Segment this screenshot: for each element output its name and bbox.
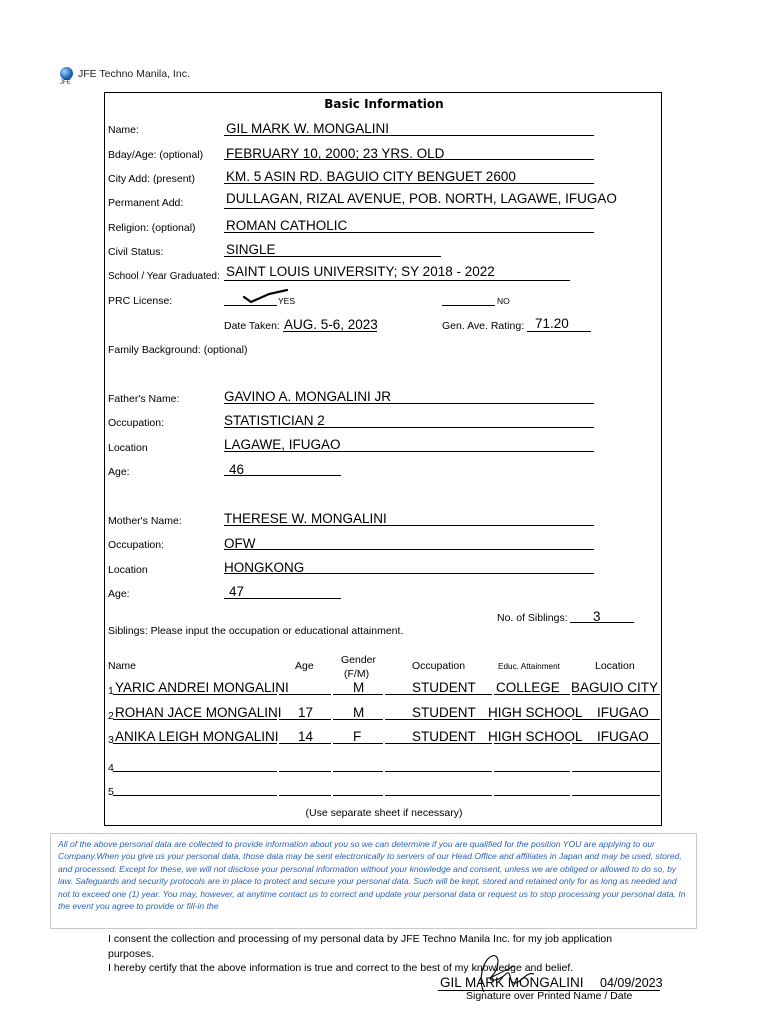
siblings-header-location: Location xyxy=(595,660,635,672)
father-age-value[interactable]: 46 xyxy=(229,462,245,477)
permanent-address-value[interactable]: DULLAGAN, RIZAL AVENUE, POB. NORTH, LAGAWE, IFUGAO xyxy=(226,191,617,206)
siblings-count-label: No. of Siblings: xyxy=(497,612,568,624)
mother-age-label: Age: xyxy=(108,588,130,600)
sibling-row-number: 3 xyxy=(108,734,114,746)
bday-value[interactable]: FEBRUARY 10, 2000; 23 YRS. OLD xyxy=(226,146,445,161)
bday-underline xyxy=(224,159,594,160)
sibling-age[interactable]: 17 xyxy=(298,705,314,720)
father-age-underline xyxy=(224,475,341,476)
sibling-gender[interactable]: M xyxy=(353,680,365,695)
sibling-age[interactable]: 14 xyxy=(298,729,314,744)
mother-age-value[interactable]: 47 xyxy=(229,584,245,599)
father-location-label: Location xyxy=(108,442,148,454)
mother-name-underline xyxy=(224,525,594,526)
father-occupation-label: Occupation: xyxy=(108,417,165,429)
father-age-label: Age: xyxy=(108,466,130,478)
city-value[interactable]: KM. 5 ASIN RD. BAGUIO CITY BENGUET 2600 xyxy=(226,169,516,184)
globe-icon xyxy=(60,67,73,80)
sibling-age-underline xyxy=(279,795,331,796)
sibling-educ[interactable]: HIGH SCHOOL xyxy=(488,705,583,720)
mother-occupation-label: Occupation: xyxy=(108,539,165,551)
sibling-educ[interactable]: COLLEGE xyxy=(496,680,560,695)
sibling-gender[interactable]: F xyxy=(353,729,362,744)
sibling-row-number: 5 xyxy=(108,786,114,798)
name-label: Name: xyxy=(108,124,139,136)
civil-status-value[interactable]: SINGLE xyxy=(226,242,276,257)
civil-status-label: Civil Status: xyxy=(108,246,164,258)
date-taken-value[interactable]: AUG. 5-6, 2023 xyxy=(284,317,378,332)
sibling-name-underline xyxy=(113,771,277,772)
civil-status-underline xyxy=(224,256,441,257)
consent-line-1: I consent the collection and processing of my personal data by JFE Techno Manila Inc. for my job application xyxy=(108,933,613,945)
sibling-occupation[interactable]: STUDENT xyxy=(412,729,476,744)
gen-ave-underline xyxy=(527,331,591,332)
father-name-underline xyxy=(224,403,594,404)
city-underline xyxy=(224,183,594,184)
mother-occupation-value[interactable]: OFW xyxy=(224,536,256,551)
prc-yes-label: YES xyxy=(278,296,296,306)
sibling-location-underline xyxy=(572,771,660,772)
signature-caption: Signature over Printed Name / Date xyxy=(466,990,633,1002)
sibling-educ-underline xyxy=(494,771,570,772)
signature-printed-name: GIL MARK MONGALINI xyxy=(440,975,584,990)
sibling-location[interactable]: BAGUIO CITY xyxy=(571,680,659,695)
signature-date: 04/09/2023 xyxy=(600,976,663,990)
father-name-label: Father's Name: xyxy=(108,393,180,405)
siblings-header-educ: Educ. Attainment xyxy=(498,662,560,671)
sibling-name-underline xyxy=(113,795,277,796)
sibling-row-number: 4 xyxy=(108,762,114,774)
father-name-value[interactable]: GAVINO A. MONGALINI JR xyxy=(224,389,392,404)
religion-underline xyxy=(224,232,594,233)
school-label: School / Year Graduated: xyxy=(108,271,220,282)
form-title: Basic Information xyxy=(324,97,444,111)
religion-label: Religion: (optional) xyxy=(108,222,196,234)
sibling-occupation-underline xyxy=(385,795,492,796)
prc-yes-underline xyxy=(224,305,277,306)
sibling-name[interactable]: YARIC ANDREI MONGALINI xyxy=(115,680,289,695)
mother-location-label: Location xyxy=(108,564,148,576)
sibling-gender-underline xyxy=(333,795,383,796)
father-location-value[interactable]: LAGAWE, IFUGAO xyxy=(224,437,341,452)
siblings-header-name: Name xyxy=(108,660,137,672)
father-occupation-underline xyxy=(224,427,594,428)
sibling-educ[interactable]: HIGH SCHOOL xyxy=(488,729,583,744)
consent-line-2: purposes. xyxy=(108,948,155,960)
permanent-address-label: Permanent Add: xyxy=(108,197,184,209)
mother-location-value[interactable]: HONGKONG xyxy=(224,560,305,575)
mother-location-underline xyxy=(224,573,594,574)
sibling-row-number: 1 xyxy=(108,685,114,697)
separate-sheet-note: (Use separate sheet if necessary) xyxy=(305,807,463,819)
sibling-age-underline xyxy=(279,694,331,695)
father-location-underline xyxy=(224,451,594,452)
sibling-location[interactable]: IFUGAO xyxy=(597,729,649,744)
family-background-label: Family Background: (optional) xyxy=(108,344,248,356)
prc-no-underline xyxy=(442,305,495,306)
father-occupation-value[interactable]: STATISTICIAN 2 xyxy=(224,413,325,428)
school-underline xyxy=(224,280,570,281)
school-value[interactable]: SAINT LOUIS UNIVERSITY; SY 2018 - 2022 xyxy=(226,264,495,279)
sibling-location-underline xyxy=(572,795,660,796)
date-taken-label: Date Taken: xyxy=(224,320,280,332)
mother-name-label: Mother's Name: xyxy=(108,515,182,527)
permanent-address-underline xyxy=(224,208,594,209)
siblings-count-underline xyxy=(570,622,634,623)
siblings-count-value[interactable]: 3 xyxy=(593,609,601,624)
date-taken-underline xyxy=(283,331,377,332)
gen-ave-value[interactable]: 71.20 xyxy=(535,316,569,331)
mother-name-value[interactable]: THERESE W. MONGALINI xyxy=(224,511,387,526)
mother-occupation-underline xyxy=(224,549,594,550)
name-underline xyxy=(224,135,594,136)
siblings-instruction: Siblings: Please input the occupation or educational attainment. xyxy=(108,625,404,637)
religion-value[interactable]: ROMAN CATHOLIC xyxy=(226,218,348,233)
consent-line-3: I hereby certify that the above information is true and correct to the best of my knowledge and belief. xyxy=(108,962,574,974)
sibling-gender[interactable]: M xyxy=(353,705,365,720)
sibling-age-underline xyxy=(279,771,331,772)
privacy-notice: All of the above personal data are collected to provide information about you so we can determine if you are qualified for the position YOU are applying to our Company.When you give us your personal data, those data may be sent electronically to servers of our Head Office and affiliates in Japan and may be used, stored, and processed. Except for these, we will not disclose your personal information without your knowledge and consent, unless we are obliged or allowed to do so, by law. Safeguards and security protocols are in place to protect and secure your personal data. Such will be kept, stored and retained only for as long as needed and not to exceed one (1) year. You may, however, at anytime contact us to correct and update your personal data or request us to stop processing your personal data. In the event you agree to provide or fill-in the xyxy=(50,833,697,929)
company-logo xyxy=(58,66,218,90)
siblings-header-gender: Gender xyxy=(341,654,377,666)
city-label: City Add: (present) xyxy=(108,173,195,185)
siblings-header-age: Age xyxy=(295,660,314,672)
sibling-row-number: 2 xyxy=(108,710,114,722)
siblings-header-occupation: Occupation xyxy=(412,660,466,672)
sibling-occupation[interactable]: STUDENT xyxy=(412,705,476,720)
gen-ave-label: Gen. Ave. Rating: xyxy=(442,320,525,332)
logo-subtext: JFE xyxy=(60,80,71,86)
company-name: JFE Techno Manila, Inc. xyxy=(78,68,190,80)
prc-label: PRC License: xyxy=(108,295,173,307)
mother-age-underline xyxy=(224,598,341,599)
sibling-occupation[interactable]: STUDENT xyxy=(412,680,476,695)
sibling-gender-underline xyxy=(333,771,383,772)
siblings-header-gender-fm: (F/M) xyxy=(344,668,370,680)
prc-no-label: NO xyxy=(497,296,510,306)
bday-label: Bday/Age: (optional) xyxy=(108,149,204,161)
sibling-name[interactable]: ANIKA LEIGH MONGALINI xyxy=(115,729,279,744)
sibling-educ-underline xyxy=(494,795,570,796)
sibling-name[interactable]: ROHAN JACE MONGALINI xyxy=(115,705,282,720)
sibling-location[interactable]: IFUGAO xyxy=(597,705,649,720)
name-value[interactable]: GIL MARK W. MONGALINI xyxy=(226,121,390,136)
sibling-occupation-underline xyxy=(385,771,492,772)
